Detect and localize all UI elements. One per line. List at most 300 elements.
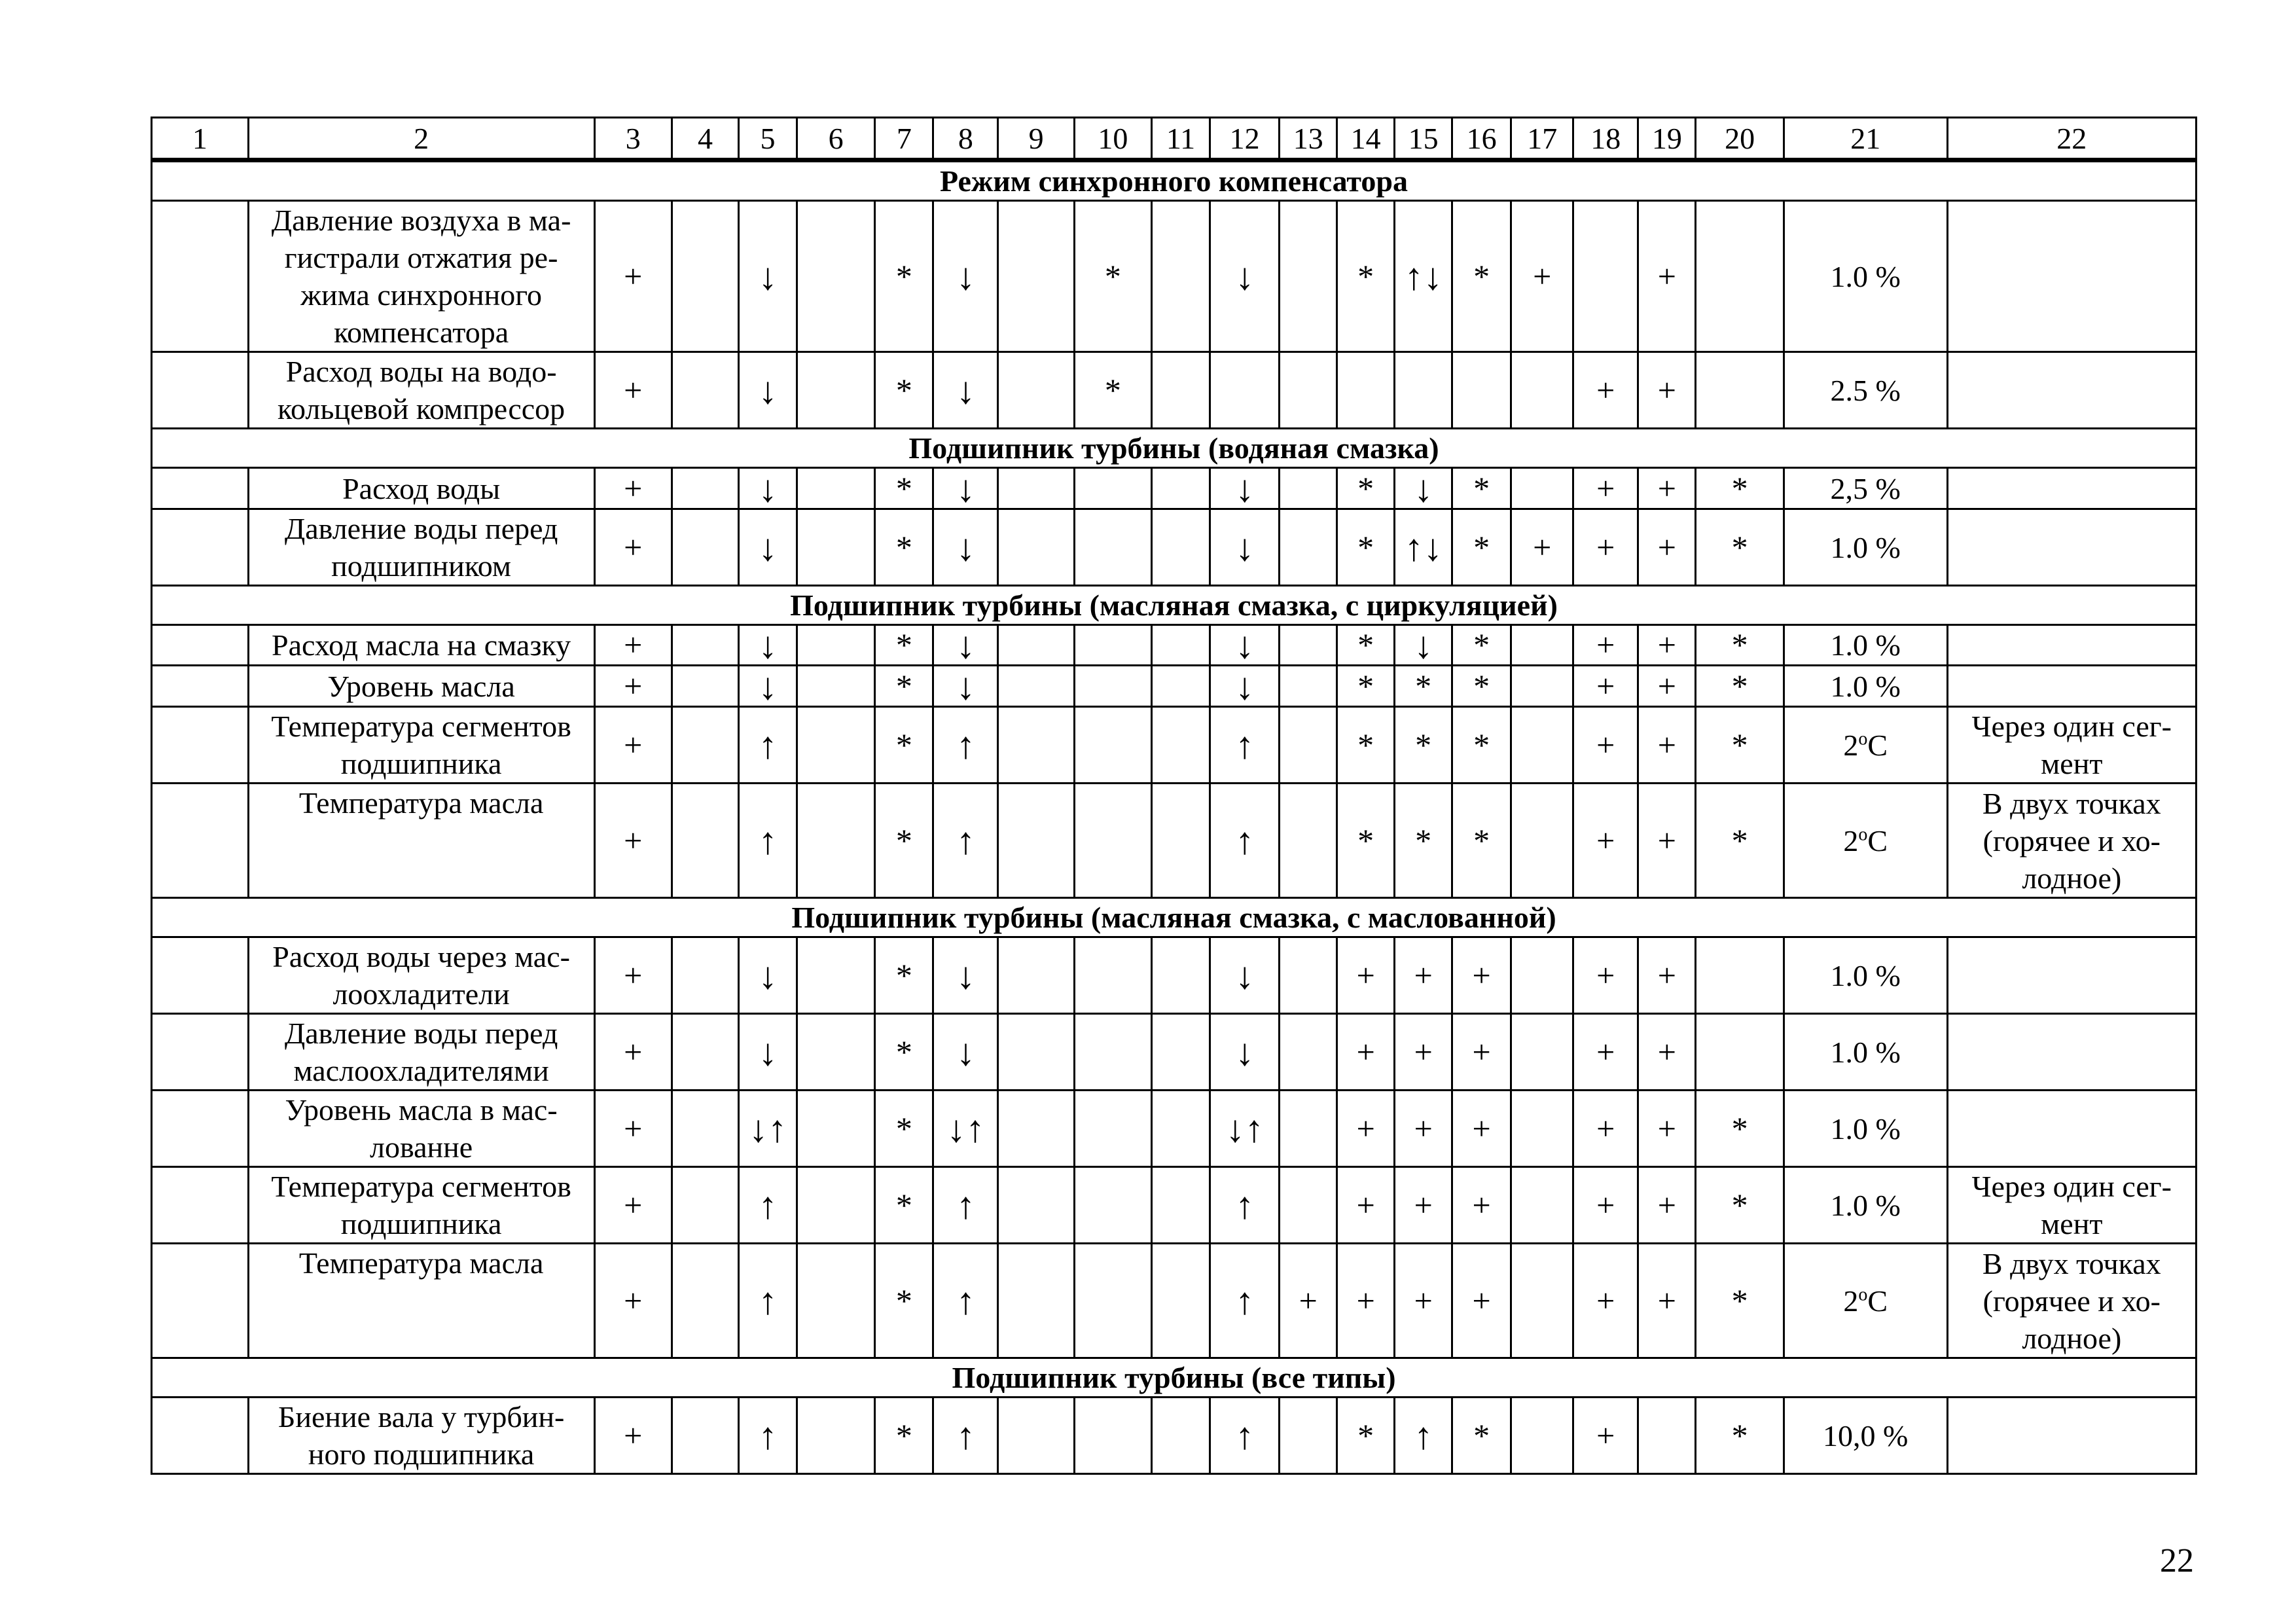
mark-cell-col-7: * <box>875 625 933 666</box>
mark-cell-col-17 <box>1511 1091 1573 1167</box>
mark-cell-col-19: + <box>1638 509 1696 586</box>
column-number-header: 22 <box>1947 118 2196 160</box>
mark-cell-col-15 <box>1395 352 1452 429</box>
mark-cell-col-16: * <box>1452 707 1511 784</box>
mark-cell-col-12: ↓↑ <box>1210 1091 1280 1167</box>
mark-cell-col-9 <box>998 352 1074 429</box>
mark-cell-col-6 <box>797 1244 875 1358</box>
accuracy-cell: 1.0 % <box>1784 1014 1947 1091</box>
mark-cell-col-14: * <box>1337 1398 1395 1474</box>
section-header-row <box>152 160 2197 201</box>
section-title: Подшипник турбины (масляная смазка, с циркуляцией) <box>152 586 2197 625</box>
mark-cell-col-14: + <box>1337 1167 1395 1244</box>
mark-cell-col-7: * <box>875 937 933 1014</box>
parameter-name: Давление воздуха в ма- гистрали отжатия ре- жима синхронного компенсатора <box>248 201 594 352</box>
mark-cell-col-5: ↓ <box>739 937 797 1014</box>
row-number-cell <box>152 784 249 898</box>
mark-cell-col-20: * <box>1696 468 1784 509</box>
mark-cell-col-18: + <box>1573 1091 1638 1167</box>
table-row <box>152 201 2197 352</box>
mark-cell-col-13 <box>1280 625 1337 666</box>
mark-cell-col-8: ↓ <box>933 468 998 509</box>
accuracy-cell: 1.0 % <box>1784 937 1947 1014</box>
mark-cell-col-6 <box>797 468 875 509</box>
mark-cell-col-11 <box>1152 784 1210 898</box>
mark-cell-col-11 <box>1152 1014 1210 1091</box>
mark-cell-col-3: + <box>594 666 672 707</box>
accuracy-cell: 2,5 % <box>1784 468 1947 509</box>
mark-cell-col-18: + <box>1573 666 1638 707</box>
mark-cell-col-5: ↓ <box>739 468 797 509</box>
mark-cell-col-3: + <box>594 509 672 586</box>
note-cell: В двух точках (горячее и хо- лодное) <box>1947 784 2196 898</box>
table-row <box>152 1014 2197 1091</box>
row-number-cell <box>152 509 249 586</box>
mark-cell-col-7: * <box>875 1091 933 1167</box>
mark-cell-col-8: ↑ <box>933 1167 998 1244</box>
mark-cell-col-4 <box>672 1014 738 1091</box>
mark-cell-col-19: + <box>1638 468 1696 509</box>
mark-cell-col-17 <box>1511 352 1573 429</box>
mark-cell-col-9 <box>998 666 1074 707</box>
row-number-cell <box>152 937 249 1014</box>
column-number-header: 17 <box>1511 118 1573 160</box>
table-row <box>152 1167 2197 1244</box>
mark-cell-col-11 <box>1152 937 1210 1014</box>
accuracy-cell: 1.0 % <box>1784 666 1947 707</box>
column-number-header: 1 <box>152 118 249 160</box>
mark-cell-col-15: ↑↓ <box>1395 201 1452 352</box>
column-number-header: 5 <box>739 118 797 160</box>
mark-cell-col-9 <box>998 937 1074 1014</box>
mark-cell-col-14: + <box>1337 1091 1395 1167</box>
mark-cell-col-13 <box>1280 1398 1337 1474</box>
mark-cell-col-3: + <box>594 1091 672 1167</box>
mark-cell-col-13 <box>1280 784 1337 898</box>
mark-cell-col-18: + <box>1573 1167 1638 1244</box>
mark-cell-col-18: + <box>1573 352 1638 429</box>
mark-cell-col-4 <box>672 666 738 707</box>
mark-cell-col-3: + <box>594 1167 672 1244</box>
mark-cell-col-10 <box>1074 1091 1151 1167</box>
mark-cell-col-9 <box>998 784 1074 898</box>
table-row <box>152 1398 2197 1474</box>
accuracy-cell: 1.0 % <box>1784 509 1947 586</box>
accuracy-cell: 1.0 % <box>1784 1091 1947 1167</box>
parameter-name: Давление воды перед подшипником <box>248 509 594 586</box>
mark-cell-col-18: + <box>1573 468 1638 509</box>
mark-cell-col-9 <box>998 1398 1074 1474</box>
mark-cell-col-20 <box>1696 201 1784 352</box>
mark-cell-col-16: * <box>1452 468 1511 509</box>
mark-cell-col-15: + <box>1395 1014 1452 1091</box>
mark-cell-col-9 <box>998 625 1074 666</box>
mark-cell-col-6 <box>797 509 875 586</box>
column-number-header: 11 <box>1152 118 1210 160</box>
mark-cell-col-5: ↓ <box>739 666 797 707</box>
mark-cell-col-6 <box>797 1398 875 1474</box>
mark-cell-col-12: ↓ <box>1210 625 1280 666</box>
mark-cell-col-20: * <box>1696 666 1784 707</box>
mark-cell-col-3: + <box>594 784 672 898</box>
table-row <box>152 707 2197 784</box>
mark-cell-col-4 <box>672 201 738 352</box>
row-number-cell <box>152 1398 249 1474</box>
mark-cell-col-12: ↑ <box>1210 1398 1280 1474</box>
mark-cell-col-13 <box>1280 1014 1337 1091</box>
mark-cell-col-7: * <box>875 509 933 586</box>
mark-cell-col-8: ↓ <box>933 666 998 707</box>
mark-cell-col-13 <box>1280 937 1337 1014</box>
mark-cell-col-16: * <box>1452 784 1511 898</box>
mark-cell-col-8: ↓↑ <box>933 1091 998 1167</box>
mark-cell-col-8: ↑ <box>933 784 998 898</box>
row-number-cell <box>152 707 249 784</box>
mark-cell-col-6 <box>797 784 875 898</box>
note-cell <box>1947 666 2196 707</box>
row-number-cell <box>152 201 249 352</box>
column-number-header-row <box>152 118 2197 160</box>
mark-cell-col-9 <box>998 201 1074 352</box>
mark-cell-col-4 <box>672 352 738 429</box>
mark-cell-col-11 <box>1152 625 1210 666</box>
mark-cell-col-17 <box>1511 707 1573 784</box>
column-number-header: 8 <box>933 118 998 160</box>
mark-cell-col-10 <box>1074 625 1151 666</box>
mark-cell-col-4 <box>672 1398 738 1474</box>
mark-cell-col-10 <box>1074 666 1151 707</box>
mark-cell-col-9 <box>998 1091 1074 1167</box>
table-row <box>152 666 2197 707</box>
mark-cell-col-3: + <box>594 352 672 429</box>
mark-cell-col-17: + <box>1511 201 1573 352</box>
parameter-name: Уровень масла в мас- лованне <box>248 1091 594 1167</box>
mark-cell-col-9 <box>998 1244 1074 1358</box>
mark-cell-col-20: * <box>1696 625 1784 666</box>
mark-cell-col-3: + <box>594 201 672 352</box>
mark-cell-col-15: + <box>1395 937 1452 1014</box>
mark-cell-col-7: * <box>875 352 933 429</box>
mark-cell-col-3: + <box>594 625 672 666</box>
mark-cell-col-20 <box>1696 937 1784 1014</box>
mark-cell-col-17 <box>1511 468 1573 509</box>
mark-cell-col-20 <box>1696 1014 1784 1091</box>
mark-cell-col-19: + <box>1638 1244 1696 1358</box>
accuracy-cell: 2.5 % <box>1784 352 1947 429</box>
row-number-cell <box>152 1091 249 1167</box>
mark-cell-col-14: * <box>1337 509 1395 586</box>
mark-cell-col-20: * <box>1696 509 1784 586</box>
accuracy-cell: 2$^o$C <box>1784 784 1947 898</box>
mark-cell-col-15: ↓ <box>1395 625 1452 666</box>
mark-cell-col-19: + <box>1638 352 1696 429</box>
mark-cell-col-5: ↑ <box>739 1398 797 1474</box>
section-header-row <box>152 429 2197 468</box>
mark-cell-col-12: ↑ <box>1210 784 1280 898</box>
mark-cell-col-11 <box>1152 1398 1210 1474</box>
page-number: 22 <box>2160 1542 2194 1579</box>
mark-cell-col-16: * <box>1452 509 1511 586</box>
section-header-row <box>152 586 2197 625</box>
column-number-header: 18 <box>1573 118 1638 160</box>
mark-cell-col-8: ↑ <box>933 1398 998 1474</box>
mark-cell-col-19: + <box>1638 1014 1696 1091</box>
table-row <box>152 937 2197 1014</box>
mark-cell-col-4 <box>672 468 738 509</box>
mark-cell-col-17 <box>1511 625 1573 666</box>
note-cell <box>1947 1091 2196 1167</box>
mark-cell-col-10 <box>1074 1244 1151 1358</box>
section-title: Подшипник турбины (все типы) <box>152 1358 2197 1398</box>
mark-cell-col-19: + <box>1638 666 1696 707</box>
mark-cell-col-8: ↑ <box>933 1244 998 1358</box>
mark-cell-col-11 <box>1152 201 1210 352</box>
mark-cell-col-4 <box>672 937 738 1014</box>
mark-cell-col-12: ↓ <box>1210 1014 1280 1091</box>
parameter-name: Расход воды на водо- кольцевой компрессор <box>248 352 594 429</box>
mark-cell-col-9 <box>998 1014 1074 1091</box>
mark-cell-col-7: * <box>875 666 933 707</box>
mark-cell-col-5: ↓ <box>739 201 797 352</box>
mark-cell-col-5: ↓ <box>739 509 797 586</box>
section-header-row <box>152 1358 2197 1398</box>
mark-cell-col-7: * <box>875 1014 933 1091</box>
note-cell <box>1947 625 2196 666</box>
mark-cell-col-19: + <box>1638 1167 1696 1244</box>
mark-cell-col-18: + <box>1573 1244 1638 1358</box>
mark-cell-col-8: ↓ <box>933 352 998 429</box>
mark-cell-col-14: * <box>1337 666 1395 707</box>
mark-cell-col-9 <box>998 468 1074 509</box>
column-number-header: 7 <box>875 118 933 160</box>
mark-cell-col-6 <box>797 1167 875 1244</box>
mark-cell-col-3: + <box>594 1398 672 1474</box>
note-cell <box>1947 509 2196 586</box>
mark-cell-col-18: + <box>1573 625 1638 666</box>
column-number-header: 20 <box>1696 118 1784 160</box>
mark-cell-col-6 <box>797 1014 875 1091</box>
mark-cell-col-12: ↑ <box>1210 707 1280 784</box>
mark-cell-col-16: * <box>1452 1398 1511 1474</box>
column-number-header: 9 <box>998 118 1074 160</box>
note-cell <box>1947 352 2196 429</box>
mark-cell-col-10 <box>1074 509 1151 586</box>
row-number-cell <box>152 468 249 509</box>
mark-cell-col-5: ↓ <box>739 625 797 666</box>
mark-cell-col-11 <box>1152 666 1210 707</box>
row-number-cell <box>152 352 249 429</box>
mark-cell-col-20: * <box>1696 707 1784 784</box>
mark-cell-col-12: ↓ <box>1210 468 1280 509</box>
note-cell <box>1947 1014 2196 1091</box>
parameter-name: Расход масла на смазку <box>248 625 594 666</box>
mark-cell-col-4 <box>672 1244 738 1358</box>
mark-cell-col-4 <box>672 1167 738 1244</box>
accuracy-cell: 2$^o$C <box>1784 1244 1947 1358</box>
mark-cell-col-12: ↓ <box>1210 937 1280 1014</box>
mark-cell-col-5: ↓↑ <box>739 1091 797 1167</box>
mark-cell-col-6 <box>797 937 875 1014</box>
mark-cell-col-15: + <box>1395 1091 1452 1167</box>
note-cell <box>1947 468 2196 509</box>
column-number-header: 10 <box>1074 118 1151 160</box>
mark-cell-col-10 <box>1074 1398 1151 1474</box>
mark-cell-col-5: ↑ <box>739 1244 797 1358</box>
mark-cell-col-14: * <box>1337 784 1395 898</box>
mark-cell-col-15: * <box>1395 666 1452 707</box>
section-title: Подшипник турбины (водяная смазка) <box>152 429 2197 468</box>
mark-cell-col-19: + <box>1638 625 1696 666</box>
column-number-header: 14 <box>1337 118 1395 160</box>
column-number-header: 3 <box>594 118 672 160</box>
accuracy-cell: 10,0 % <box>1784 1398 1947 1474</box>
mark-cell-col-11 <box>1152 352 1210 429</box>
mark-cell-col-10: * <box>1074 201 1151 352</box>
table-row <box>152 625 2197 666</box>
mark-cell-col-17 <box>1511 937 1573 1014</box>
mark-cell-col-19: + <box>1638 707 1696 784</box>
mark-cell-col-4 <box>672 1091 738 1167</box>
mark-cell-col-14: + <box>1337 937 1395 1014</box>
mark-cell-col-7: * <box>875 707 933 784</box>
mark-cell-col-17 <box>1511 1014 1573 1091</box>
note-cell: В двух точках (горячее и хо- лодное) <box>1947 1244 2196 1358</box>
mark-cell-col-11 <box>1152 1167 1210 1244</box>
row-number-cell <box>152 666 249 707</box>
parameter-name: Давление воды перед маслоохладителями <box>248 1014 594 1091</box>
parameter-name: Температура масла <box>248 784 594 898</box>
section-title: Режим синхронного компенсатора <box>152 160 2197 201</box>
mark-cell-col-3: + <box>594 707 672 784</box>
row-number-cell <box>152 1167 249 1244</box>
mark-cell-col-10 <box>1074 937 1151 1014</box>
mark-cell-col-12: ↑ <box>1210 1167 1280 1244</box>
note-cell <box>1947 937 2196 1014</box>
mark-cell-col-10 <box>1074 1167 1151 1244</box>
mark-cell-col-13 <box>1280 1167 1337 1244</box>
mark-cell-col-16: + <box>1452 1244 1511 1358</box>
mark-cell-col-6 <box>797 666 875 707</box>
mark-cell-col-11 <box>1152 707 1210 784</box>
mark-cell-col-16: * <box>1452 666 1511 707</box>
mark-cell-col-19: + <box>1638 1091 1696 1167</box>
mark-cell-col-11 <box>1152 1244 1210 1358</box>
row-number-cell <box>152 625 249 666</box>
mark-cell-col-3: + <box>594 1244 672 1358</box>
mark-cell-col-20: * <box>1696 1167 1784 1244</box>
mark-cell-col-18 <box>1573 201 1638 352</box>
mark-cell-col-13 <box>1280 468 1337 509</box>
mark-cell-col-8: ↑ <box>933 707 998 784</box>
mark-cell-col-3: + <box>594 1014 672 1091</box>
table-row <box>152 1091 2197 1167</box>
mark-cell-col-15: + <box>1395 1167 1452 1244</box>
mark-cell-col-8: ↓ <box>933 937 998 1014</box>
mark-cell-col-3: + <box>594 468 672 509</box>
mark-cell-col-16 <box>1452 352 1511 429</box>
mark-cell-col-12: ↓ <box>1210 509 1280 586</box>
mark-cell-col-10 <box>1074 784 1151 898</box>
mark-cell-col-10: * <box>1074 352 1151 429</box>
table-row <box>152 509 2197 586</box>
mark-cell-col-18: + <box>1573 509 1638 586</box>
mark-cell-col-20: * <box>1696 1398 1784 1474</box>
mark-cell-col-14: + <box>1337 1244 1395 1358</box>
parameter-name: Температура сегментов подшипника <box>248 707 594 784</box>
mark-cell-col-14 <box>1337 352 1395 429</box>
mark-cell-col-17 <box>1511 666 1573 707</box>
mark-cell-col-11 <box>1152 1091 1210 1167</box>
parameter-name: Расход воды через мас- лоохладители <box>248 937 594 1014</box>
row-number-cell <box>152 1014 249 1091</box>
mark-cell-col-16: + <box>1452 1014 1511 1091</box>
mark-cell-col-15: ↑↓ <box>1395 509 1452 586</box>
mark-cell-col-7: * <box>875 784 933 898</box>
column-number-header: 19 <box>1638 118 1696 160</box>
mark-cell-col-4 <box>672 625 738 666</box>
mark-cell-col-15: * <box>1395 784 1452 898</box>
mark-cell-col-19: + <box>1638 784 1696 898</box>
mark-cell-col-14: * <box>1337 201 1395 352</box>
note-cell: Через один сег- мент <box>1947 707 2196 784</box>
mark-cell-col-7: * <box>875 1398 933 1474</box>
mark-cell-col-10 <box>1074 707 1151 784</box>
mark-cell-col-12: ↓ <box>1210 201 1280 352</box>
mark-cell-col-16: * <box>1452 201 1511 352</box>
mark-cell-col-18: + <box>1573 1398 1638 1474</box>
mark-cell-col-11 <box>1152 468 1210 509</box>
parameter-name: Уровень масла <box>248 666 594 707</box>
mark-cell-col-13 <box>1280 1091 1337 1167</box>
mark-cell-col-12: ↓ <box>1210 666 1280 707</box>
mark-cell-col-17 <box>1511 1167 1573 1244</box>
note-cell <box>1947 201 2196 352</box>
mark-cell-col-20: * <box>1696 784 1784 898</box>
mark-cell-col-16: + <box>1452 1167 1511 1244</box>
section-header-row <box>152 898 2197 937</box>
mark-cell-col-15: ↑ <box>1395 1398 1452 1474</box>
mark-cell-col-14: * <box>1337 707 1395 784</box>
mark-cell-col-17 <box>1511 784 1573 898</box>
mark-cell-col-6 <box>797 625 875 666</box>
mark-cell-col-9 <box>998 707 1074 784</box>
accuracy-cell: 1.0 % <box>1784 201 1947 352</box>
mark-cell-col-10 <box>1074 468 1151 509</box>
column-number-header: 4 <box>672 118 738 160</box>
mark-cell-col-4 <box>672 509 738 586</box>
parameter-name: Расход воды <box>248 468 594 509</box>
mark-cell-col-4 <box>672 784 738 898</box>
mark-cell-col-14: * <box>1337 625 1395 666</box>
mark-cell-col-3: + <box>594 937 672 1014</box>
mark-cell-col-13 <box>1280 666 1337 707</box>
mark-cell-col-8: ↓ <box>933 509 998 586</box>
mark-cell-col-13 <box>1280 707 1337 784</box>
mark-cell-col-12 <box>1210 352 1280 429</box>
mark-cell-col-6 <box>797 707 875 784</box>
note-cell: Через один сег- мент <box>1947 1167 2196 1244</box>
mark-cell-col-5: ↑ <box>739 707 797 784</box>
mark-cell-col-9 <box>998 1167 1074 1244</box>
mark-cell-col-8: ↓ <box>933 1014 998 1091</box>
mark-cell-col-6 <box>797 201 875 352</box>
mark-cell-col-10 <box>1074 1014 1151 1091</box>
mark-cell-col-6 <box>797 352 875 429</box>
mark-cell-col-18: + <box>1573 707 1638 784</box>
note-cell <box>1947 1398 2196 1474</box>
mark-cell-col-16: + <box>1452 1091 1511 1167</box>
parameter-name: Биение вала у турбин- ного подшипника <box>248 1398 594 1474</box>
